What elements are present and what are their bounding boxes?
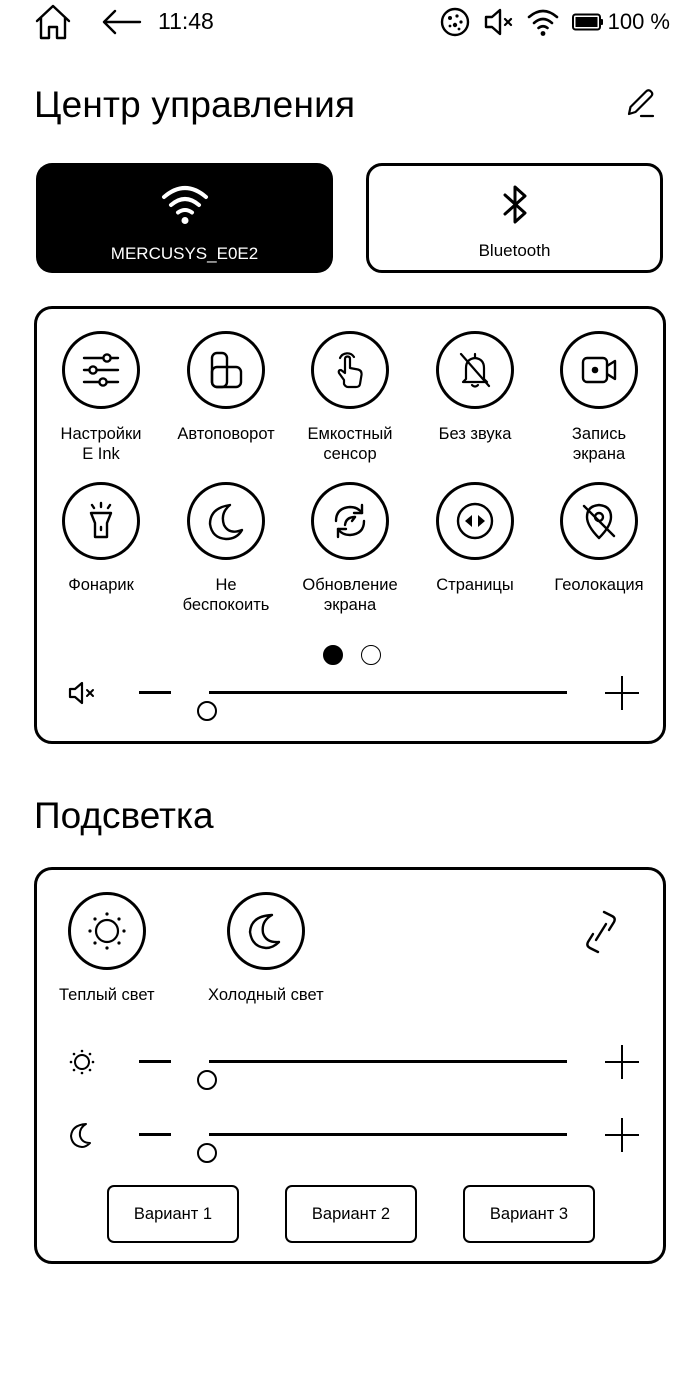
- refresh-mode-icon: [438, 5, 472, 39]
- screen-refresh-toggle[interactable]: [288, 482, 412, 615]
- cold-light-label: Холодный свет: [208, 986, 324, 1004]
- page-arrows-icon: [453, 499, 497, 543]
- cold-slider-row: [37, 1115, 663, 1155]
- home-icon[interactable]: [33, 2, 73, 42]
- wifi-network-name: MERCUSYS_E0E2: [110, 244, 259, 263]
- warm-decrease-button[interactable]: [139, 1060, 171, 1063]
- warm-slider-track[interactable]: [209, 1060, 567, 1063]
- preset-button-3[interactable]: Вариант 3: [463, 1185, 595, 1243]
- moon-icon: [204, 499, 248, 543]
- pencil-icon[interactable]: [620, 84, 660, 124]
- touch-sensor-toggle[interactable]: [288, 331, 412, 464]
- wifi-tile[interactable]: [36, 163, 333, 273]
- preset-button-1[interactable]: Вариант 1: [107, 1185, 239, 1243]
- rotate-icon: [204, 348, 248, 392]
- battery-icon: [572, 13, 604, 31]
- screen-record-icon: [577, 348, 621, 392]
- page-indicator: [323, 645, 381, 665]
- quick-setting-label: Емкостный сенсор: [307, 425, 393, 463]
- volume-slider-row: [37, 673, 663, 713]
- wifi-icon: [526, 5, 560, 39]
- volume-decrease-button[interactable]: [139, 691, 171, 694]
- do-not-disturb-toggle[interactable]: [164, 482, 288, 615]
- bluetooth-icon: [489, 180, 541, 232]
- back-arrow-icon[interactable]: [100, 4, 144, 40]
- eink-settings-toggle[interactable]: [39, 331, 163, 464]
- clock-time: 11:48: [158, 8, 214, 34]
- quick-setting-label: Страницы: [436, 576, 514, 594]
- autorotate-toggle[interactable]: [164, 331, 288, 444]
- quick-setting-label: Не беспокоить: [182, 576, 270, 614]
- muted-speaker-icon: [482, 5, 516, 39]
- page-dot-active[interactable]: [323, 645, 343, 665]
- volume-slider-track[interactable]: [209, 691, 567, 694]
- preset-buttons: [107, 1185, 597, 1243]
- volume-slider-thumb[interactable]: [197, 701, 217, 721]
- geolocation-toggle[interactable]: [537, 482, 661, 595]
- sliders-icon: [79, 348, 123, 392]
- flashlight-icon: [79, 499, 123, 543]
- pages-toggle[interactable]: [413, 482, 537, 595]
- sun-icon: [67, 1048, 97, 1076]
- location-off-icon: [577, 499, 621, 543]
- page-title: Центр управления: [34, 84, 356, 125]
- cold-increase-button[interactable]: [605, 1118, 639, 1152]
- quick-setting-label: Геолокация: [554, 576, 644, 594]
- warm-slider-thumb[interactable]: [197, 1070, 217, 1090]
- warm-slider-row: [37, 1042, 663, 1082]
- bluetooth-label: Bluetooth: [478, 241, 551, 260]
- quick-settings-panel: [34, 306, 666, 744]
- link-icon[interactable]: [577, 906, 625, 958]
- backlight-title: Подсветка: [34, 795, 214, 836]
- quick-setting-label: Обновление экрана: [302, 576, 398, 614]
- warm-increase-button[interactable]: [605, 1045, 639, 1079]
- cold-decrease-button[interactable]: [139, 1133, 171, 1136]
- warm-light-label: Теплый свет: [59, 986, 155, 1004]
- preset-button-2[interactable]: Вариант 2: [285, 1185, 417, 1243]
- quick-setting-label: Автоповорот: [177, 425, 275, 443]
- volume-increase-button[interactable]: [605, 676, 639, 710]
- bluetooth-tile[interactable]: [366, 163, 663, 273]
- crescent-moon-icon: [67, 1121, 97, 1149]
- bell-off-icon: [453, 348, 497, 392]
- quick-setting-label: Настройки E Ink: [60, 425, 142, 463]
- silent-toggle[interactable]: [413, 331, 537, 444]
- page-dot[interactable]: [361, 645, 381, 665]
- screen-record-toggle[interactable]: [537, 331, 661, 464]
- muted-speaker-icon: [67, 679, 97, 707]
- quick-setting-label: Без звука: [438, 425, 512, 443]
- backlight-panel: [34, 867, 666, 1264]
- battery-percent: 100 %: [607, 9, 670, 34]
- flashlight-toggle[interactable]: [39, 482, 163, 595]
- cold-slider-track[interactable]: [209, 1133, 567, 1136]
- warm-light-mode[interactable]: [59, 892, 155, 1005]
- cold-slider-thumb[interactable]: [197, 1143, 217, 1163]
- quick-setting-label: Запись экрана: [571, 425, 627, 463]
- cold-light-mode[interactable]: [208, 892, 324, 1005]
- touch-hand-icon: [328, 348, 372, 392]
- status-bar: [0, 0, 700, 48]
- crescent-moon-icon: [243, 908, 289, 954]
- refresh-icon: [328, 499, 372, 543]
- wifi-icon: [159, 177, 211, 229]
- quick-setting-label: Фонарик: [68, 576, 134, 594]
- sun-icon: [84, 908, 130, 954]
